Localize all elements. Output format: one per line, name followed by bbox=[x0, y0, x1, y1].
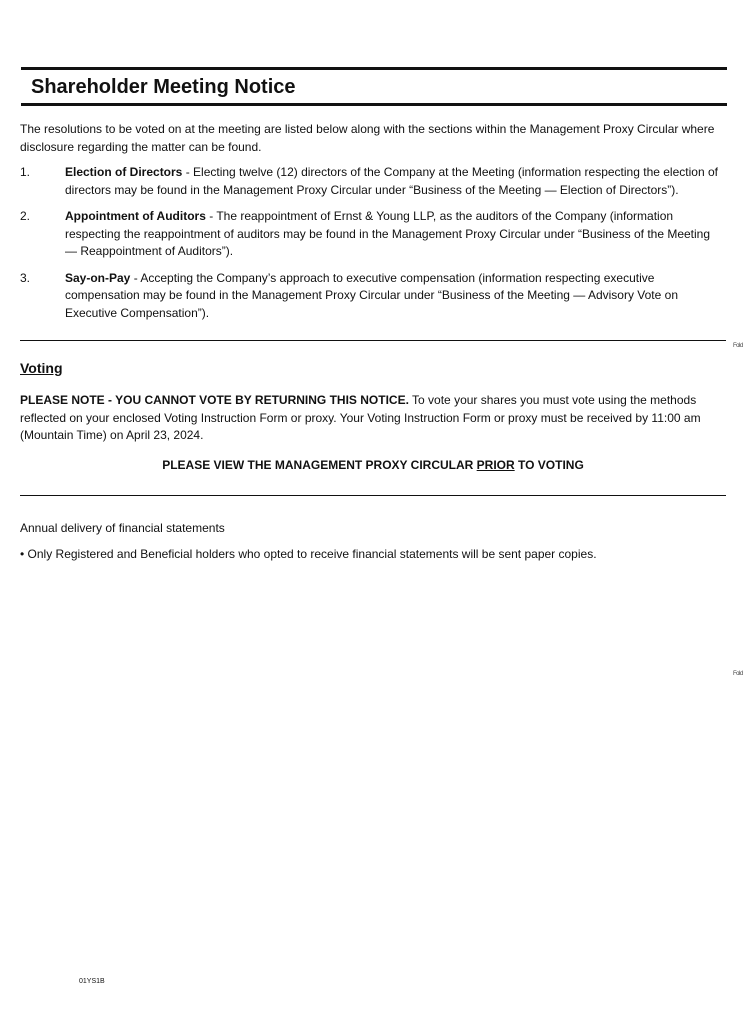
view-circular-callout bbox=[20, 458, 726, 472]
resolution-number: 2. bbox=[20, 209, 31, 223]
footer-code: 01YS1B bbox=[79, 978, 105, 985]
callout-text-after: TO VOTING bbox=[514, 458, 584, 472]
voting-heading: Voting bbox=[20, 360, 63, 376]
resolution-description: - The reappointment of Ernst & Young LLP, as the auditors of the Company (information respecting the reappointment of auditors may be found in the Management Proxy Circular under “Business of the Meeting — Reappointment of Auditors”). bbox=[65, 209, 711, 258]
resolution-item bbox=[20, 164, 725, 199]
resolutions-list bbox=[20, 164, 725, 331]
page-title: Shareholder Meeting Notice bbox=[31, 76, 296, 98]
section-divider bbox=[20, 495, 726, 496]
resolution-item bbox=[20, 208, 725, 261]
fold-mark: Fold bbox=[733, 343, 743, 349]
callout-text-underlined: PRIOR bbox=[476, 458, 515, 472]
callout-text-before: PLEASE VIEW THE MANAGEMENT PROXY CIRCULAR bbox=[162, 458, 477, 472]
fold-mark: Fold bbox=[733, 671, 743, 677]
resolution-title: Say-on-Pay bbox=[65, 270, 131, 285]
resolution-description: - Electing twelve (12) directors of the Company at the Meeting (information respecting the election of directors may be found in the Management Proxy Circular under “Business of the Meeting — Election of Directors”). bbox=[65, 165, 718, 197]
voting-note bbox=[20, 392, 726, 445]
voting-note-text: To vote your shares you must vote using the methods reflected on your enclosed Voting Instruction Form or proxy. Your Voting Instruction Form or proxy must be received by 11:00 am (Mountain Time) on April 23, 2024. bbox=[20, 393, 701, 442]
title-bar bbox=[21, 67, 727, 106]
resolution-title: Appointment of Auditors bbox=[65, 209, 206, 223]
resolution-description: - Accepting the Company’s approach to executive compensation (information respecting executive compensation may be found in the Management Proxy Circular under “Business of the Meeting — Advisory Vote on Executive Compensation”). bbox=[65, 270, 678, 320]
resolution-number: 1. bbox=[20, 165, 31, 179]
resolution-number: 3. bbox=[20, 270, 31, 285]
resolution-item bbox=[20, 270, 725, 323]
intro-paragraph: The resolutions to be voted on at the meeting are listed below along with the sections within the Management Proxy Circular where disclosure regarding the matter can be found. bbox=[20, 122, 715, 154]
voting-note-bold: PLEASE NOTE - YOU CANNOT VOTE BY RETURNING THIS NOTICE. bbox=[20, 393, 409, 407]
financial-statements-heading: Annual delivery of financial statements bbox=[20, 521, 225, 535]
resolution-title: Election of Directors bbox=[65, 165, 183, 179]
financial-statements-bullet: • Only Registered and Beneficial holders who opted to receive financial statements will be sent paper copies. bbox=[20, 547, 597, 561]
section-divider bbox=[20, 340, 726, 341]
